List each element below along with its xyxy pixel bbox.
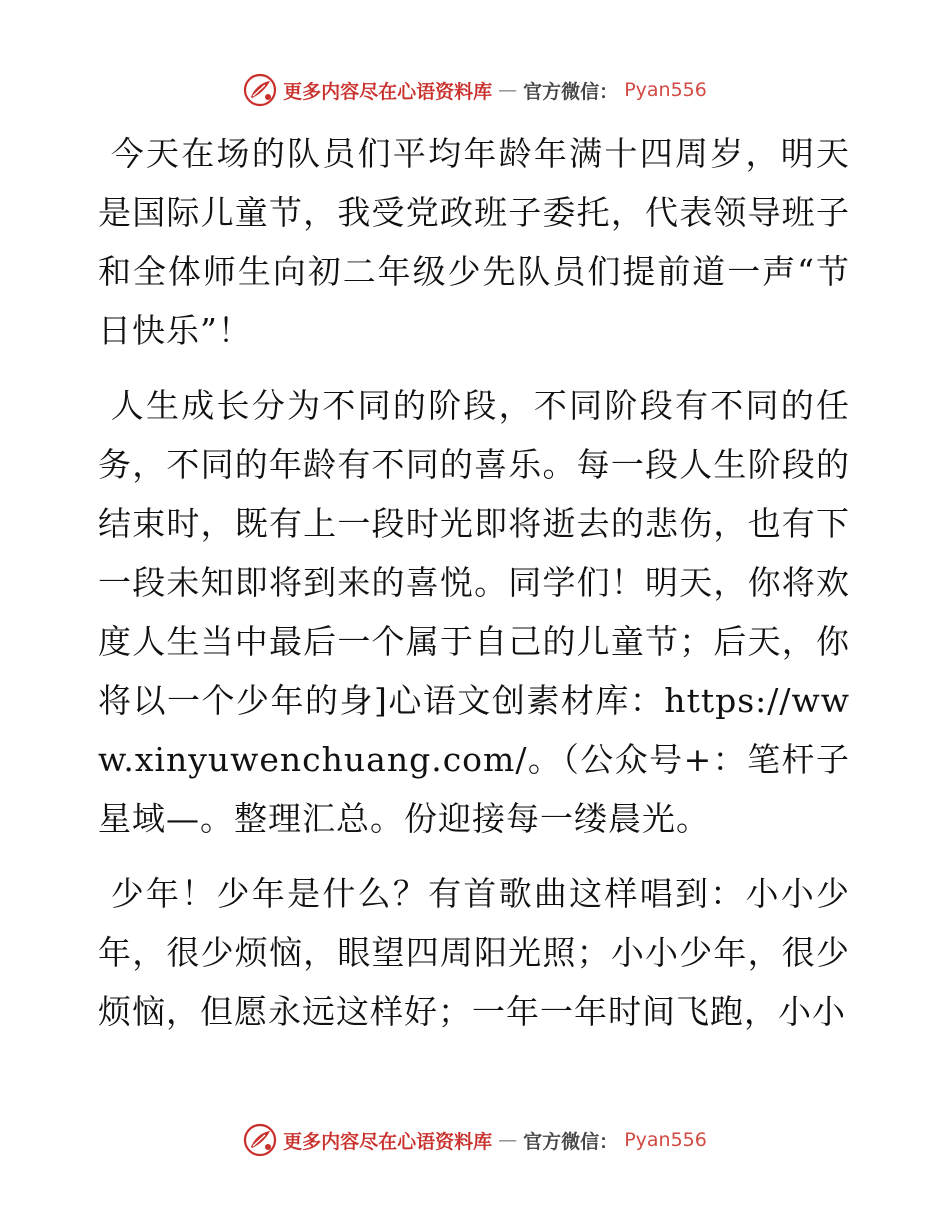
pen-logo-icon	[243, 1123, 277, 1157]
banner-separator: —	[498, 1129, 518, 1151]
banner-text: 更多内容尽在心语资料库	[283, 80, 493, 103]
footer-banner	[0, 1120, 950, 1160]
pen-logo-icon	[243, 73, 277, 107]
banner-separator: —	[498, 79, 518, 101]
banner-wechat-id: Pyan556	[624, 79, 707, 101]
banner-text: 更多内容尽在心语资料库	[283, 1130, 493, 1153]
header-banner	[0, 70, 950, 110]
banner-wechat-label: 官方微信：	[523, 1130, 619, 1153]
paragraph-2: 人生成长分为不同的阶段，不同阶段有不同的任务，不同的年龄有不同的喜乐。每一段人生阶段的结束时，既有上一段时光即将逝去的悲伤，也有下一段未知即将到来的喜悦。同学们！明天，你将欢度人生当中最后一个属于自己的儿童节；后天，你将以一个少年的身]心语文创素材库：https://www.xinyuwenchuang.com/。（公众号+：笔杆子星域—。整理汇总。份迎接每一缕晨光。	[98, 386, 851, 838]
banner-wechat-label: 官方微信：	[523, 80, 619, 103]
paragraph-1: 今天在场的队员们平均年龄年满十四周岁，明天是国际儿童节，我受党政班子委托，代表领导班子和全体师生向初二年级少先队员们提前道一声“节日快乐”！	[98, 134, 851, 350]
paragraph-3: 少年！少年是什么？有首歌曲这样唱到：小小少年，很少烦恼，眼望四周阳光照；小小少年，很少烦恼，但愿永远这样好；一年一年时间飞跑，小小	[98, 874, 851, 1031]
banner-wechat-id: Pyan556	[624, 1129, 707, 1151]
document-body	[98, 124, 850, 1057]
